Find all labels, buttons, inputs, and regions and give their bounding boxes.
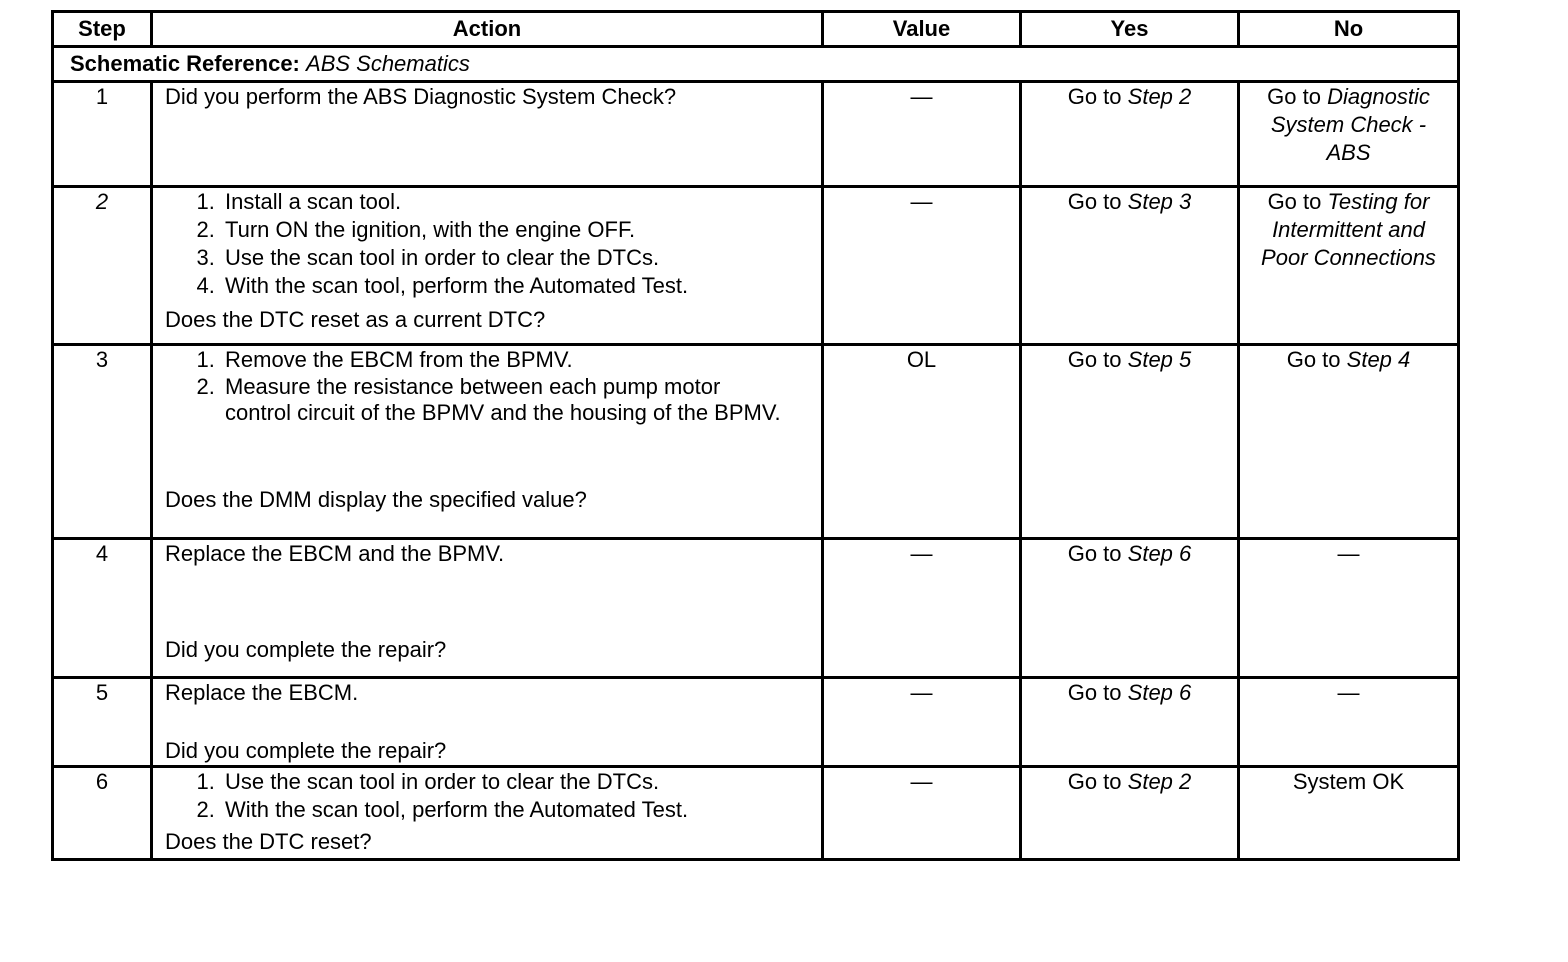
action-cell [152, 345, 823, 539]
no-cell: System OK [1239, 767, 1459, 860]
header-yes: Yes [1021, 12, 1239, 47]
action-question: Did you complete the repair? [165, 637, 447, 662]
table-row [53, 678, 1459, 767]
table-row [53, 767, 1459, 860]
action-question: Does the DTC reset as a current DTC? [165, 307, 546, 332]
table-row [53, 539, 1459, 678]
go-to-text: Go to [1067, 769, 1122, 794]
yes-link[interactable]: Step 2 [1127, 84, 1192, 109]
action-step: 1. Install a scan tool. [221, 188, 809, 216]
table-row [53, 345, 1459, 539]
go-to-text: Go to [1267, 84, 1321, 109]
table-row [53, 82, 1459, 187]
yes-link[interactable]: Step 5 [1127, 347, 1192, 372]
no-cell [1239, 82, 1459, 187]
action-step: 2. Turn ON the ignition, with the engine OFF. [221, 216, 809, 244]
go-to-text: Go to [1067, 541, 1122, 566]
action-text: Replace the EBCM. [165, 680, 359, 705]
header-row [53, 12, 1459, 47]
no-link[interactable]: Diagnostic System Check - ABS [1270, 84, 1430, 165]
header-no: No [1239, 12, 1459, 47]
header-step: Step [53, 12, 152, 47]
action-step: 1. Use the scan tool in order to clear the DTCs. [221, 768, 809, 796]
go-to-text: Go to [1286, 347, 1341, 372]
no-cell: — [1239, 539, 1459, 678]
header-action: Action [152, 12, 823, 47]
yes-cell [1021, 539, 1239, 678]
value-cell: OL [823, 345, 1021, 539]
go-to-text: Go to [1067, 189, 1122, 214]
yes-link[interactable]: Step 6 [1127, 680, 1192, 705]
schematic-row [53, 47, 1459, 82]
yes-cell [1021, 345, 1239, 539]
action-cell [152, 767, 823, 860]
table-row [53, 187, 1459, 345]
yes-link[interactable]: Step 3 [1127, 189, 1192, 214]
action-cell [152, 187, 823, 345]
action-steps [165, 768, 809, 824]
diagnostic-table [51, 10, 1460, 861]
no-cell [1239, 345, 1459, 539]
action-cell [152, 678, 823, 767]
go-to-text: Go to [1067, 347, 1122, 372]
value-cell: — [823, 187, 1021, 345]
action-question: Did you perform the ABS Diagnostic System Check? [165, 84, 677, 109]
yes-cell [1021, 678, 1239, 767]
action-step: 1. Remove the EBCM from the BPMV. [221, 346, 781, 374]
action-question: Does the DTC reset? [165, 829, 372, 854]
action-step: 4. With the scan tool, perform the Automated Test. [221, 272, 809, 300]
go-to-text: Go to [1267, 189, 1322, 214]
value-cell: — [823, 767, 1021, 860]
schematic-link[interactable]: ABS Schematics [306, 51, 470, 76]
go-to-text: Go to [1067, 84, 1122, 109]
action-cell [152, 82, 823, 187]
yes-link[interactable]: Step 6 [1127, 541, 1192, 566]
yes-link[interactable]: Step 2 [1127, 769, 1192, 794]
schematic-label: Schematic Reference: [70, 51, 300, 76]
value-cell: — [823, 539, 1021, 678]
no-cell [1239, 187, 1459, 345]
action-question: Did you complete the repair? [165, 738, 447, 763]
step-number: 3 [53, 345, 152, 539]
no-link[interactable]: Testing for Intermittent and Poor Connections [1261, 189, 1436, 270]
value-cell: — [823, 678, 1021, 767]
go-to-text: Go to [1067, 680, 1122, 705]
yes-cell [1021, 82, 1239, 187]
step-number: 4 [53, 539, 152, 678]
step-number: 1 [53, 82, 152, 187]
action-step: 2. With the scan tool, perform the Automated Test. [221, 796, 809, 824]
step-number: 2 [53, 187, 152, 345]
no-link[interactable]: Step 4 [1346, 347, 1411, 372]
action-steps [165, 346, 781, 426]
header-value: Value [823, 12, 1021, 47]
action-step: 2. Measure the resistance between each pump motor control circuit of the BPMV and the housing of the BPMV. [221, 374, 781, 426]
action-steps [165, 188, 809, 300]
action-cell [152, 539, 823, 678]
yes-cell [1021, 187, 1239, 345]
yes-cell [1021, 767, 1239, 860]
step-number: 6 [53, 767, 152, 860]
action-step: 3. Use the scan tool in order to clear the DTCs. [221, 244, 809, 272]
action-question: Does the DMM display the specified value? [165, 487, 587, 512]
action-text: Replace the EBCM and the BPMV. [165, 541, 505, 566]
no-cell: — [1239, 678, 1459, 767]
value-cell: — [823, 82, 1021, 187]
step-number: 5 [53, 678, 152, 767]
